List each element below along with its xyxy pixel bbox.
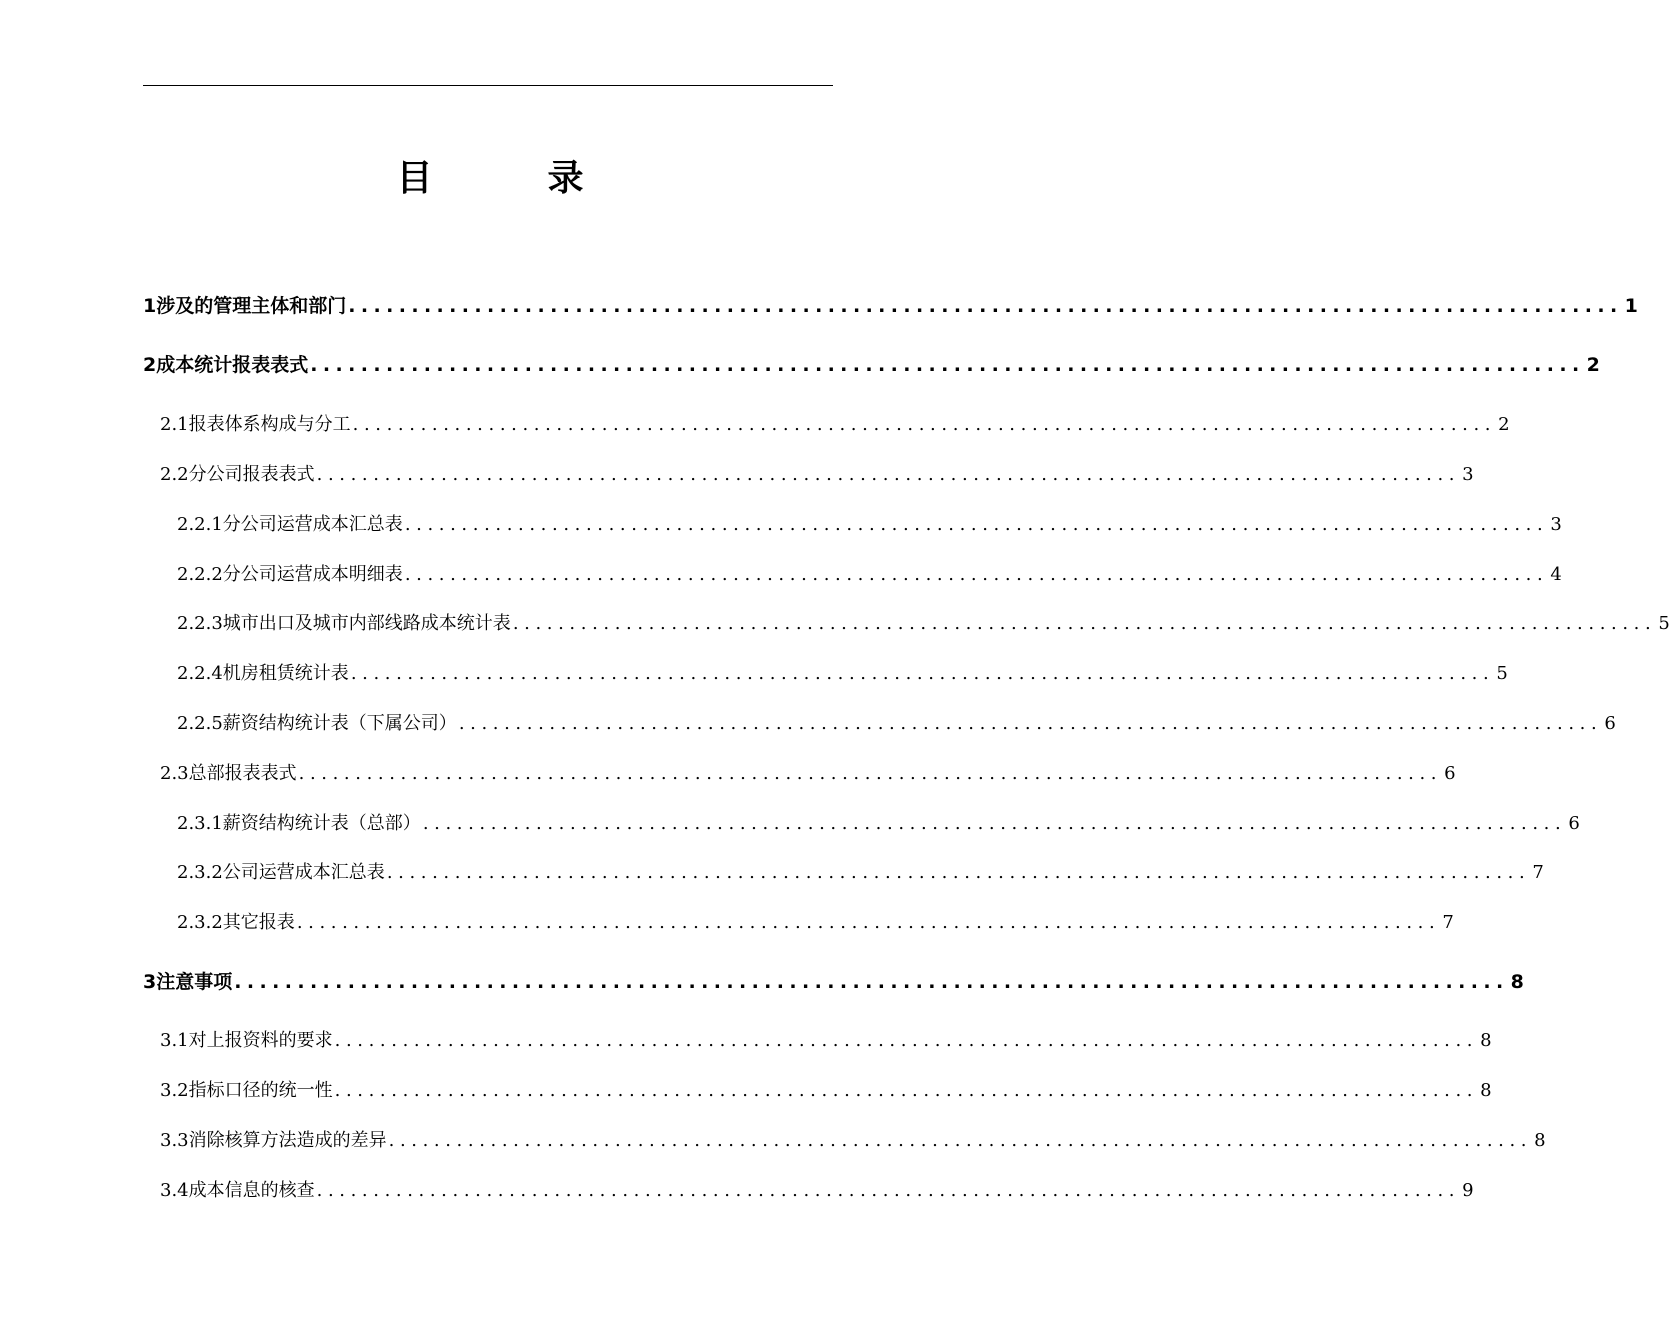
toc-page-number: 8 xyxy=(1480,1030,1492,1051)
toc-entry-2-2-1[interactable] xyxy=(177,511,1562,539)
toc-entry-label: 1涉及的管理主体和部门 xyxy=(143,295,347,317)
toc-page-number: 8 xyxy=(1480,1080,1492,1101)
toc-leader: ..................................................................................................... xyxy=(298,763,1443,784)
toc-leader: ..................................................................................................... xyxy=(334,1030,1479,1051)
toc-entry-2-2-5[interactable] xyxy=(177,710,1616,738)
toc-leader: ..................................................................................................... xyxy=(296,912,1441,933)
toc-page-number: 1 xyxy=(1624,295,1638,317)
toc-entry-2-3-2-other[interactable] xyxy=(177,909,1454,937)
toc-leader: ..................................................................................................... xyxy=(422,813,1567,834)
toc-page-number: 5 xyxy=(1496,663,1508,684)
toc-entry-2-1[interactable] xyxy=(160,411,1510,439)
toc-entry-label: 2.2.4机房租赁统计表 xyxy=(177,663,349,684)
toc-leader: ..................................................................................................... xyxy=(348,295,1623,317)
toc-leader: ..................................................................................................... xyxy=(316,1180,1461,1201)
toc-entry-label: 2.3总部报表表式 xyxy=(160,763,297,784)
toc-entry-label: 2.1报表体系构成与分工 xyxy=(160,414,351,435)
toc-page-number: 2 xyxy=(1586,354,1600,376)
toc-entry-3-2[interactable] xyxy=(160,1077,1492,1105)
toc-entry-label: 2.2分公司报表表式 xyxy=(160,464,315,485)
toc-page-number: 8 xyxy=(1534,1130,1546,1151)
toc-page-number: 6 xyxy=(1604,713,1616,734)
toc-entry-label: 2.2.1分公司运营成本汇总表 xyxy=(177,514,403,535)
toc-leader: ..................................................................................................... xyxy=(386,862,1531,883)
toc-entry-2-2-4[interactable] xyxy=(177,660,1508,688)
toc-leader: ..................................................................................................... xyxy=(352,414,1497,435)
toc-entry-label: 3.4成本信息的核查 xyxy=(160,1180,315,1201)
toc-page-number: 7 xyxy=(1532,862,1544,883)
toc-entry-label: 3注意事项 xyxy=(143,971,233,993)
toc-page-number: 3 xyxy=(1550,514,1562,535)
toc-entry-3-3[interactable] xyxy=(160,1127,1546,1155)
toc-title-char-1: 目 xyxy=(396,158,433,199)
toc-leader: ..................................................................................................... xyxy=(458,713,1603,734)
toc-leader: ..................................................................................................... xyxy=(316,464,1461,485)
toc-entry-2-2[interactable] xyxy=(160,461,1474,489)
toc-leader: ..................................................................................................... xyxy=(404,514,1549,535)
toc-page-number: 5 xyxy=(1658,613,1670,634)
toc-entry-label: 3.3消除核算方法造成的差异 xyxy=(160,1130,387,1151)
header-rule xyxy=(143,85,833,86)
toc-entry-label: 2.2.3城市出口及城市内部线路成本统计表 xyxy=(177,613,511,634)
toc-page-number: 6 xyxy=(1444,763,1456,784)
toc-leader: ..................................................................................................... xyxy=(310,354,1585,376)
toc-entry-2-2-3[interactable] xyxy=(177,610,1670,638)
toc-entry-label: 2.2.5薪资结构统计表（下属公司） xyxy=(177,713,457,734)
toc-entry-2-2-2[interactable] xyxy=(177,561,1562,589)
toc-page-number: 3 xyxy=(1462,464,1474,485)
toc-page-number: 7 xyxy=(1442,912,1454,933)
toc-leader: ..................................................................................................... xyxy=(388,1130,1533,1151)
toc-entry-3-4[interactable] xyxy=(160,1177,1474,1205)
toc-leader: ..................................................................................................... xyxy=(334,1080,1479,1101)
toc-page-number: 2 xyxy=(1498,414,1510,435)
toc-page-number: 6 xyxy=(1568,813,1580,834)
toc-entry-3-1[interactable] xyxy=(160,1027,1492,1055)
toc-entry-2-3-1[interactable] xyxy=(177,810,1580,838)
toc-entry-label: 2.3.1薪资结构统计表（总部） xyxy=(177,813,421,834)
toc-title xyxy=(0,150,980,201)
toc-entry-label: 2.3.2公司运营成本汇总表 xyxy=(177,862,385,883)
toc-entry-label: 3.2指标口径的统一性 xyxy=(160,1080,333,1101)
toc-entry-2-3[interactable] xyxy=(160,760,1456,788)
toc-entry-2-3-2[interactable] xyxy=(177,859,1544,887)
toc-leader: ..................................................................................................... xyxy=(350,663,1495,684)
toc-page-number: 8 xyxy=(1510,971,1524,993)
toc-leader: ..................................................................................................... xyxy=(234,971,1509,993)
toc-entry-1[interactable] xyxy=(143,292,1638,320)
toc-entry-label: 2成本统计报表表式 xyxy=(143,354,309,376)
toc-leader: ..................................................................................................... xyxy=(512,613,1657,634)
toc-entry-label: 3.1对上报资料的要求 xyxy=(160,1030,333,1051)
toc-entry-label: 2.2.2分公司运营成本明细表 xyxy=(177,564,403,585)
toc-entry-3[interactable] xyxy=(143,968,1524,996)
toc-leader: ..................................................................................................... xyxy=(404,564,1549,585)
toc-page-number: 4 xyxy=(1550,564,1562,585)
toc-page-number: 9 xyxy=(1462,1180,1474,1201)
toc-entry-2[interactable] xyxy=(143,351,1600,379)
toc-title-char-2: 录 xyxy=(547,158,584,199)
toc-entry-label: 2.3.2其它报表 xyxy=(177,912,295,933)
